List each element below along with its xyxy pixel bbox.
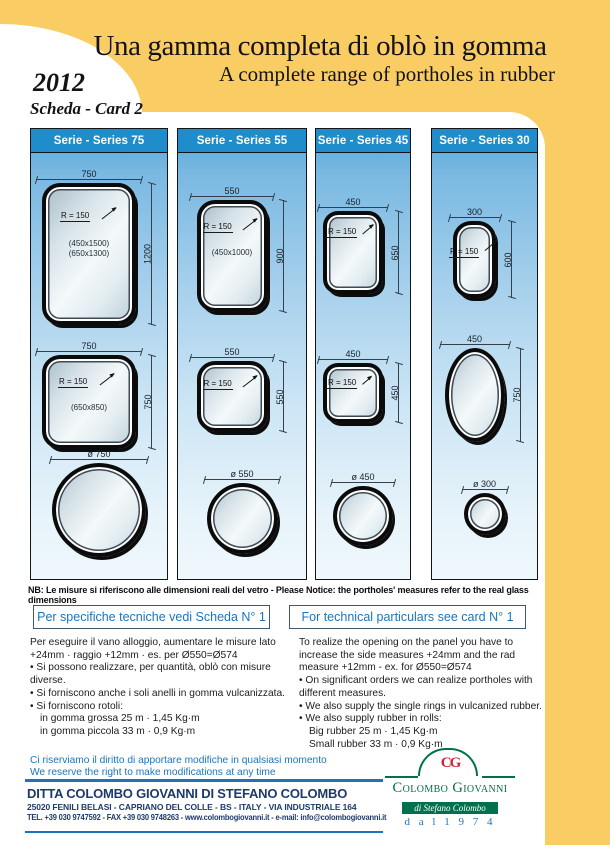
blue-divider-bottom: [25, 831, 383, 833]
width-dimension: [190, 345, 274, 359]
series-30-oval-figure: [432, 205, 537, 298]
dimension-line: [190, 357, 274, 358]
width-dimension-value: 450: [345, 349, 361, 359]
height-dimension: [142, 183, 156, 325]
tech-box-italian: Per specifiche tecniche vedi Scheda N° 1: [33, 605, 270, 629]
porthole-rounded-square: [42, 355, 136, 449]
porthole-rounded-rect: [197, 200, 268, 312]
body-en-line: Small rubber 33 m · 0,9 Kg·m: [309, 738, 443, 750]
shape-row: [52, 463, 146, 557]
logo-company-name: Colombo Giovanni: [392, 780, 508, 796]
series-55-circle-figure: [178, 467, 306, 554]
height-dimension-value: 1200: [142, 243, 153, 265]
shape-row: [197, 361, 288, 432]
glass-size-1: (450x1000): [211, 248, 253, 257]
radius-arrow-icon: [100, 374, 115, 386]
footer-contacts: TEL. +39 030 9747592 - FAX +39 030 9748263 - www.colombogiovanni.it - e-mail: info@colombogiovanni.it: [27, 813, 387, 822]
logo-subtitle-bar: di Stefano Colombo: [402, 802, 498, 814]
width-dimension: [190, 184, 274, 198]
width-dimension-value: 550: [224, 347, 240, 357]
shape-row: [323, 363, 403, 423]
body-text-italian: [30, 637, 290, 739]
width-dimension-value: 450: [466, 334, 483, 344]
note-italian: Ci riserviamo il diritto di apportare modifiche in qualsiasi momento: [30, 755, 327, 766]
height-dimension-value: 750: [511, 387, 522, 403]
width-dimension-value: 550: [224, 186, 240, 196]
series-55-header: Serie - Series 55: [178, 129, 306, 153]
series-30-ellipse-figure: [432, 332, 537, 442]
diameter-value: ø 300: [472, 479, 496, 489]
radius-label: R = 150: [61, 211, 90, 220]
series-75-square-figure: [31, 339, 167, 449]
logo-arch-line-left: [385, 776, 418, 778]
series-45-rect-figure: [316, 195, 410, 294]
body-en-line: • On significant orders we can realize portholes with different measures.: [299, 675, 533, 699]
body-it-line: Per eseguire il vano alloggio, aumentare le misure lato +24mm · raggio +12mm · es. per Ø550=Ø574: [30, 637, 276, 661]
series-30-header: Serie - Series 30: [432, 129, 537, 153]
glass-size-labels: [46, 403, 132, 413]
porthole-circle: [207, 483, 278, 554]
shape-row: [197, 200, 288, 312]
series-55-square-figure: [178, 345, 306, 432]
width-dimension: [440, 332, 510, 346]
porthole-circle: [464, 493, 506, 535]
shape-row: [42, 355, 156, 449]
dimension-line: [331, 482, 395, 483]
series-45-header: Serie - Series 45: [316, 129, 410, 153]
logo-monogram: CG: [440, 755, 460, 771]
tech-box-english: For technical particulars see card N° 1: [289, 605, 526, 629]
width-dimension-value: 750: [81, 341, 97, 351]
glass-size-labels: [201, 248, 264, 258]
width-dimension: [318, 195, 388, 209]
width-dimension-value: 750: [81, 169, 97, 179]
body-it-line: in gomma grossa 25 m · 1,45 Kg·m: [40, 713, 200, 725]
body-en-line: Big rubber 25 m · 1,45 Kg·m: [309, 725, 438, 737]
dimension-line: [36, 179, 142, 180]
height-dimension: [502, 221, 516, 298]
radius-arrow-icon: [242, 376, 257, 388]
width-dimension-value: 450: [345, 197, 361, 207]
porthole-circle: [333, 486, 393, 546]
series-30-column: [431, 128, 538, 580]
shape-row: [333, 486, 393, 546]
body-it-line: • Si forniscono anche i soli anelli in gomma vulcanizzata.: [30, 687, 285, 699]
body-it-line: • Si forniscono rotoli:: [30, 700, 124, 712]
diameter-value: ø 550: [230, 469, 254, 479]
height-dimension: [511, 348, 525, 442]
radius-arrow-icon: [242, 219, 257, 231]
diameter-dimension: [204, 467, 280, 481]
shape-row: [323, 211, 403, 294]
dimension-line: [190, 196, 274, 197]
height-dimension: [274, 200, 288, 312]
radius-label: R = 150: [450, 247, 479, 256]
note-english: We reserve the right to make modifications at any time: [30, 766, 276, 778]
height-dimension: [389, 211, 403, 294]
radius-arrow-icon: [362, 376, 372, 384]
width-dimension: [36, 167, 142, 181]
porthole-rounded-rect: [42, 183, 136, 325]
dimension-line: [318, 359, 388, 360]
body-en-line: • We also supply the single rings in vulcanized rubber.: [299, 700, 542, 712]
page-title-english: A complete range of portholes in rubber: [219, 62, 555, 86]
series-45-circle-figure: [316, 470, 410, 546]
series-75-header: Serie - Series 75: [31, 129, 167, 153]
porthole-ellipse: [445, 348, 505, 442]
radius-label: R = 150: [203, 222, 232, 231]
height-dimension: [274, 361, 288, 432]
company-logo: [385, 744, 515, 836]
porthole-oval: [453, 221, 496, 298]
height-dimension-value: 450: [389, 385, 400, 401]
height-dimension-value: 750: [142, 394, 153, 410]
dimension-line: [36, 351, 142, 352]
series-45-square-figure: [316, 347, 410, 423]
height-dimension: [389, 363, 403, 423]
radius-label: R = 150: [328, 227, 357, 236]
footer-address: 25020 FENILI BELASI - CAPRIANO DEL COLLE - BS - ITALY - VIA INDUSTRIALE 164: [27, 802, 357, 812]
width-dimension-value: 300: [466, 207, 483, 217]
dimension-line: [462, 489, 508, 490]
dimension-line: [440, 344, 510, 345]
series-75-circle-figure: [31, 447, 167, 557]
glass-size-1: (450x1500): [68, 239, 110, 248]
series-55-rect-figure: [178, 184, 306, 312]
shape-row: [450, 221, 516, 298]
radius-label: R = 150: [328, 378, 357, 387]
body-en-line: • We also supply rubber in rolls:: [299, 713, 442, 725]
porthole-circle: [52, 463, 146, 557]
logo-arch-line-right: [482, 776, 515, 778]
width-dimension: [36, 339, 142, 353]
diameter-value: ø 450: [351, 472, 375, 482]
diameter-value: ø 750: [87, 449, 111, 459]
porthole-rounded-rect: [323, 211, 383, 294]
series-75-column: [30, 128, 168, 580]
series-75-rect-figure: [31, 167, 167, 325]
width-dimension: [318, 347, 388, 361]
diameter-dimension: [50, 447, 148, 461]
porthole-rounded-square: [323, 363, 383, 423]
height-dimension: [142, 355, 156, 449]
radius-arrow-icon: [102, 208, 117, 220]
body-en-line: To realize the opening on the panel you have to increase the side measures +24mm and the rad measure +12mm - ex. for Ø550=Ø574: [299, 637, 516, 674]
height-dimension-value: 650: [389, 244, 400, 261]
dimension-line: [318, 207, 388, 208]
series-30-circle-figure: [432, 477, 537, 535]
dimension-line: [449, 217, 501, 218]
card-number-label: Scheda - Card 2: [30, 99, 143, 118]
diameter-dimension: [462, 477, 508, 491]
dimension-line: [204, 479, 280, 480]
shape-row: [207, 483, 278, 554]
radius-label: R = 150: [59, 377, 88, 386]
page-title-italian: Una gamma completa di oblò in gomma: [93, 30, 547, 62]
height-dimension-value: 600: [502, 251, 513, 268]
footer-company-name: DITTA COLOMBO GIOVANNI DI STEFANO COLOMBO: [27, 786, 348, 801]
shape-row: [42, 183, 156, 325]
body-it-line: in gomma piccola 33 m · 0,9 Kg·m: [40, 725, 196, 737]
radius-label: R = 150: [203, 379, 232, 388]
glass-size-labels: [46, 239, 132, 259]
diameter-dimension: [331, 470, 395, 484]
width-dimension: [449, 205, 501, 219]
dimension-line: [50, 459, 148, 460]
height-dimension-value: 900: [274, 248, 285, 264]
body-text-english: [299, 637, 547, 751]
modification-notes: [30, 755, 327, 778]
series-45-column: [315, 128, 411, 580]
nb-notice: NB: Le misure si riferiscono alle dimensioni reali del vetro - Please Notice: the portholes' measures refer to the real glass dimensions: [28, 585, 529, 605]
year-label: 2012: [33, 68, 85, 97]
glass-size-2: (650x1300): [68, 249, 110, 258]
porthole-rounded-square: [197, 361, 268, 432]
glass-size-1: (650x850): [70, 403, 108, 412]
radius-arrow-icon: [362, 225, 373, 235]
body-it-line: • Si possono realizzare, per quantità, oblò con misure diverse.: [30, 662, 271, 687]
shape-row: [445, 348, 525, 442]
logo-since-label: d a l 1 9 7 4: [404, 816, 496, 828]
height-dimension-value: 550: [274, 388, 285, 405]
series-55-column: [177, 128, 307, 580]
blue-divider-top: [25, 779, 383, 782]
shape-row: [464, 493, 506, 535]
